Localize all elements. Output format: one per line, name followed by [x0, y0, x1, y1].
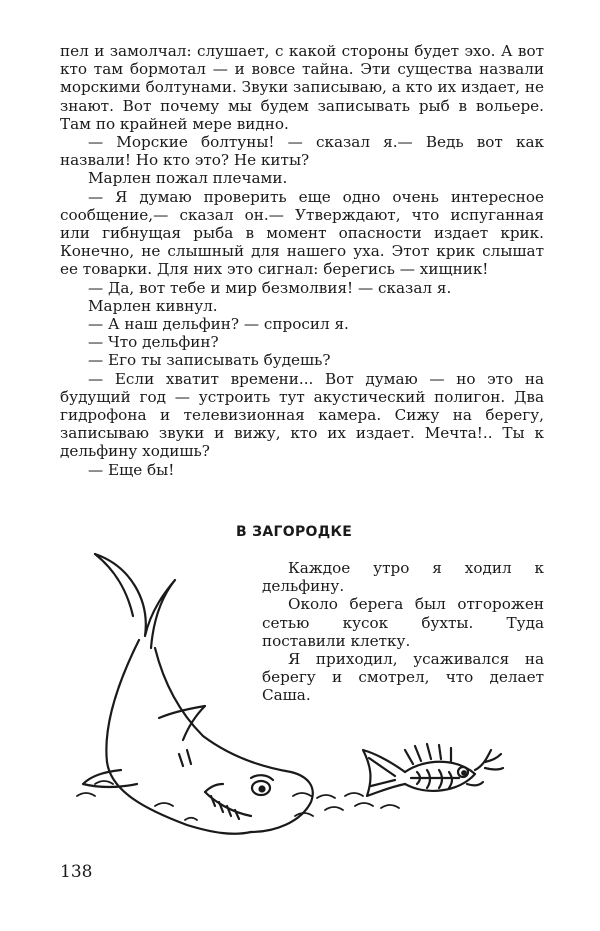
- fish-illustration-icon: [363, 744, 503, 796]
- paragraph: Около берега был отгорожен сетью кусок бухты. Туда поставили клетку.: [262, 595, 544, 650]
- paragraph: пел и замолчал: слушает, с какой стороны будет эхо. А вот кто там бормотал — и вовсе тайна. Эти существа назвали морскими болтунами. Звуки записываю, а кто их издает, не знают. Вот почему мы будем записывать рыб в вольере. Там по крайней мере видно.: [60, 42, 544, 133]
- illustration: [55, 540, 525, 840]
- shark-illustration-icon: [83, 554, 313, 834]
- page-number: 138: [60, 862, 93, 882]
- paragraph: — Его ты записывать будешь?: [88, 351, 331, 370]
- paragraph: — Морские болтуны! — сказал я.— Ведь вот как назвали! Но кто это? Не киты?: [60, 133, 544, 170]
- paragraph: — Если хватит времени... Вот думаю — но это на будущий год — устроить тут акустический полигон. Два гидрофона и телевизионная камера. Сижу на берегу, записываю звуки и вижу, кто их издает. Мечта!.. Ты к дельфину ходишь?: [60, 369, 544, 461]
- paragraph: Марлен кивнул.: [88, 296, 218, 315]
- paragraph: — Я думаю проверить еще одно очень интересное сообщение,— сказал он.— Утверждают, что испуганная или гибнущая рыба в момент опасности издает крик. Конечно, не слышный для нашего уха. Этот крик слышат ее товарки. Для них это сигнал: берегись — хищник!: [60, 187, 544, 279]
- main-text: [60, 42, 544, 479]
- paragraph: — А наш дельфин? — спросил я.: [88, 315, 349, 334]
- paragraph: Каждое утро я ходил к дельфину.: [262, 559, 544, 596]
- section-heading: В ЗАГОРОДКЕ: [236, 524, 353, 540]
- paragraph: Марлен пожал плечами.: [88, 169, 288, 188]
- paragraph: Я приходил, усаживался на берегу и смотрел, что делает Саша.: [262, 650, 544, 705]
- paragraph: — Да, вот тебе и мир безмолвия! — сказал я.: [88, 278, 452, 297]
- paragraph: — Что дельфин?: [88, 333, 219, 352]
- paragraph: — Еще бы!: [88, 460, 175, 479]
